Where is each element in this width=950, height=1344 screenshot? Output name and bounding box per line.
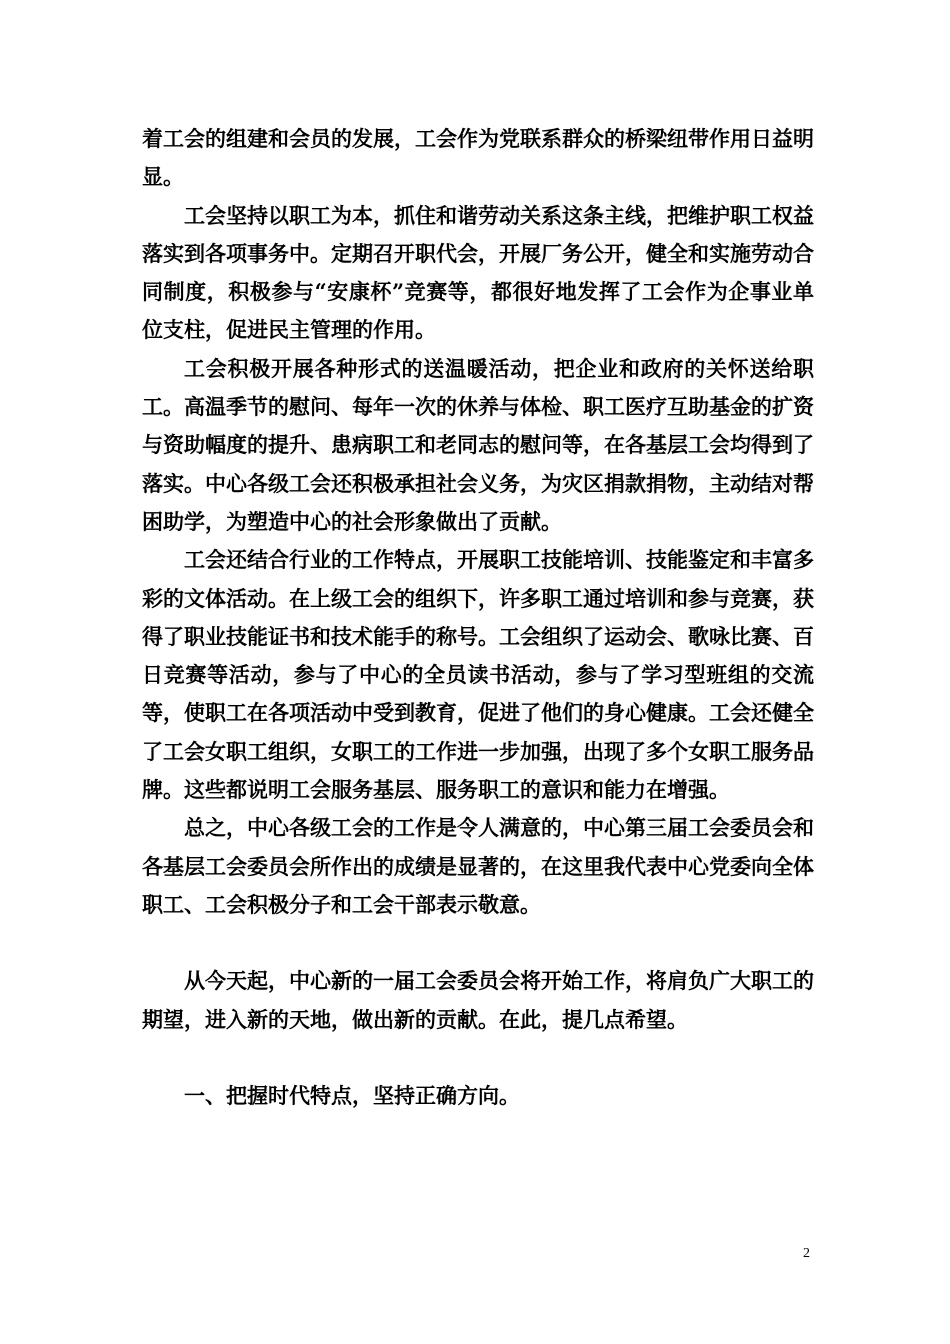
paragraph-skills-training: 工会还结合行业的工作特点，开展职工技能培训、技能鉴定和丰富多彩的文体活动。在上级工会的组织下，许多职工通过培训和参与竞赛，获得了职业技能证书和技术能手的称号。工会组织了运动会、歌咏比赛、百日竞赛等活动，参与了中心的全员读书活动，参与了学习型班组的交流等，使职工在各项活动中受到教育，促进了他们的身心健康。工会还健全了工会女职工组织，女职工的工作进一步加强，出现了多个女职工服务品牌。这些都说明工会服务基层、服务职工的意识和能力在增强。 (142, 547, 814, 803)
paragraph-warmth-activities: 工会积极开展各种形式的送温暖活动，把企业和政府的关怀送给职工。高温季节的慰问、每年一次的休养与体检、职工医疗互助基金的扩资与资助幅度的提升、患病职工和老同志的慰问等，在各基层工会均得到了落实。中心各级工会还积极承担社会义务，为灾区捐款捐物，主动结对帮困助学，为塑造中心的社会形象做出了贡献。 (142, 355, 814, 534)
paragraph-spacer (142, 924, 814, 962)
paragraph-summary: 总之，中心各级工会的工作是令人满意的，中心第三届工会委员会和各基层工会委员会所作出的成绩是显著的，在这里我代表中心党委向全体职工、工会积极分子和工会干部表示敬意。 (142, 815, 814, 917)
paragraph-expectations: 从今天起，中心新的一届工会委员会将开始工作，将肩负广大职工的期望，进入新的天地，做出新的贡献。在此，提几点希望。 (142, 968, 814, 1032)
document-body (142, 120, 814, 1115)
paragraph-worker-rights: 工会坚持以职工为本，抓住和谐劳动关系这条主线，把维护职工权益落实到各项事务中。定期召开职代会，开展厂务公开，健全和实施劳动合同制度，积极参与“安康杯”竞赛等，都很好地发挥了工会作为企事业单位支柱，促进民主管理的作用。 (142, 202, 814, 343)
section-heading-one: 一、把握时代特点，坚持正确方向。 (184, 1082, 520, 1108)
paragraph-continuation: 着工会的组建和会员的发展，工会作为党联系群众的桥梁纽带作用日益明显。 (142, 126, 814, 190)
paragraph-spacer (142, 1039, 814, 1077)
page-number: 2 (803, 1246, 810, 1261)
